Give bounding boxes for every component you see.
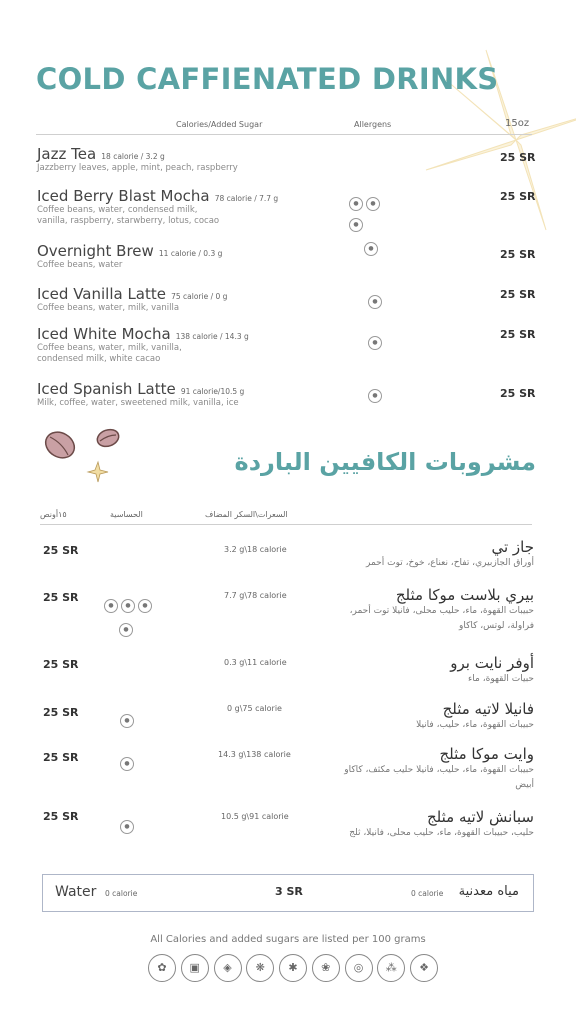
- page-title-ar: مشروبات الكافيين الباردة: [234, 448, 536, 476]
- item-description: أوراق الجازبيري، تفاح، نعناع، خوخ، توت أحمر: [366, 558, 534, 568]
- item-name: جاز تي: [491, 538, 534, 556]
- menu-item: [244, 808, 534, 841]
- allergen-icons: [120, 707, 137, 728]
- menu-item: [244, 700, 534, 733]
- egg-icon: ◎: [345, 954, 373, 982]
- item-description: Coffee beans, water, milk, vanilla: [37, 303, 180, 313]
- header-size-ar: ١٥أونص: [40, 510, 67, 519]
- allergen-icon: ●: [349, 197, 363, 211]
- allergen-icon: ●: [368, 295, 382, 309]
- item-name: Overnight Brew: [37, 242, 154, 260]
- allergen-icons: [120, 813, 137, 834]
- allergen-icon: ●: [368, 336, 382, 350]
- item-name: Iced Berry Blast Mocha: [37, 187, 210, 205]
- item-price: 25 SR: [500, 248, 536, 261]
- menu-item: [37, 284, 227, 314]
- item-name: Jazz Tea: [37, 145, 97, 163]
- item-name: فانيلا لاتيه مثلج: [442, 700, 534, 718]
- seeds-icon: ⁂: [377, 954, 405, 982]
- item-description: حبيات القهوة، ماء: [468, 674, 534, 684]
- allergen-icon: ●: [119, 623, 133, 637]
- item-name: أوفر نايت برو: [450, 654, 534, 672]
- item-name: بيري بلاست موكا مثلج: [395, 586, 534, 604]
- item-description: Milk, coffee, water, sweetened milk, vanilla, ice: [37, 398, 239, 408]
- allergen-icons: [368, 288, 385, 309]
- water-name-en: Water: [55, 884, 97, 900]
- item-description: حبيبات القهوة، ماء، حليب، فانيلا حليب مكثف، كاكاو أبيض: [344, 765, 534, 790]
- allergen-icon: ●: [364, 242, 378, 256]
- item-description: Coffee beans, water: [37, 260, 123, 270]
- item-calories: 138 calorie / 14.3 g: [175, 332, 249, 341]
- item-price: 25 SR: [500, 190, 536, 203]
- menu-item: [37, 379, 244, 409]
- menu-item: [37, 241, 222, 271]
- allergen-icon: ●: [120, 820, 134, 834]
- item-price: 25 SR: [43, 751, 79, 764]
- allergen-icon: ●: [138, 599, 152, 613]
- allergen-icons: [104, 592, 158, 637]
- header-allergens-en: Allergens: [354, 120, 392, 129]
- allergen-icon: ●: [120, 757, 134, 771]
- water-calories-en: 0 calorie: [105, 889, 138, 898]
- soy-icon: ❖: [410, 954, 438, 982]
- item-calories: 7.7 g\78 calorie: [224, 591, 287, 600]
- item-description: حبيبات القهوة، ماء، حليب، فانيلا: [416, 720, 534, 730]
- menu-item: [334, 745, 534, 793]
- item-price: 25 SR: [43, 544, 79, 557]
- water-name-ar: مياه معدنية: [458, 884, 519, 899]
- allergen-icons: [368, 382, 385, 403]
- berry-icon: ❀: [312, 954, 340, 982]
- header-size-en: 15oz: [505, 118, 530, 129]
- allergen-icon: ●: [104, 599, 118, 613]
- divider: [36, 134, 532, 135]
- allergen-icon: ●: [349, 218, 363, 232]
- allergen-icon: ●: [368, 389, 382, 403]
- item-price: 25 SR: [500, 387, 536, 400]
- menu-item: [37, 324, 297, 365]
- divider: [40, 524, 532, 525]
- footnote: All Calories and added sugars are listed per 100 grams: [150, 934, 426, 945]
- item-calories: 14.3 g\138 calorie: [218, 750, 291, 759]
- honey-icon: ◈: [214, 954, 242, 982]
- header-calories-ar: السعرات\السكر المضاف: [205, 510, 288, 519]
- item-name: Iced Vanilla Latte: [37, 285, 166, 303]
- item-calories: 91 calorie/10.5 g: [180, 387, 245, 396]
- allergen-icons: [368, 329, 385, 350]
- coffee-beans-decoration: [40, 425, 130, 485]
- item-description: Coffee beans, water, milk, vanilla, condensed milk, white cacao: [37, 343, 182, 364]
- allergen-icon: ●: [121, 599, 135, 613]
- dairy-icon: ▣: [181, 954, 209, 982]
- item-price: 25 SR: [500, 288, 536, 301]
- water-price: 3 SR: [275, 885, 303, 898]
- menu-item: [334, 586, 534, 634]
- item-calories: 75 calorie / 0 g: [171, 292, 228, 301]
- header-calories-en: Calories/Added Sugar: [176, 120, 263, 129]
- allergen-legend: [148, 954, 438, 982]
- menu-item: [244, 538, 534, 571]
- menu-item: [37, 144, 238, 174]
- item-price: 25 SR: [500, 328, 536, 341]
- item-price: 25 SR: [500, 151, 536, 164]
- allergen-icons: [120, 750, 137, 771]
- allergen-icons: [349, 190, 399, 256]
- item-calories: 18 calorie / 3.2 g: [101, 152, 165, 161]
- item-calories: 0 g\75 calorie: [227, 704, 282, 713]
- wheat-icon: ✿: [148, 954, 176, 982]
- item-description: Coffee beans, water, condensed milk, vanilla, raspberry, starwberry, lotus, cocao: [37, 205, 220, 226]
- water-calories-ar: 0 calorie: [411, 889, 444, 898]
- item-name: Iced White Mocha: [37, 325, 171, 343]
- water-box: [42, 874, 534, 912]
- item-price: 25 SR: [43, 810, 79, 823]
- menu-item: [37, 186, 297, 227]
- item-description: حليب، حبيبات القهوة، ماء، حليب محلى، فانيلا، ثلج: [349, 828, 534, 838]
- menu-item: [244, 654, 534, 687]
- item-description: Jazzberry leaves, apple, mint, peach, raspberry: [37, 163, 238, 173]
- page-title-en: COLD CAFFIENATED DRINKS: [36, 62, 499, 96]
- item-calories: 3.2 g\18 calorie: [224, 545, 287, 554]
- item-name: سبانش لاتيه مثلج: [426, 808, 534, 826]
- cashew-icon: ❋: [246, 954, 274, 982]
- item-price: 25 SR: [43, 658, 79, 671]
- item-description: حبيبات القهوة، ماء، حليب محلى، فانيلا توت أحمر، فراولة، لوتس، كاكاو: [349, 606, 534, 631]
- item-calories: 11 calorie / 0.3 g: [158, 249, 223, 258]
- item-price: 25 SR: [43, 591, 79, 604]
- item-name: وايت موكا مثلج: [439, 745, 534, 763]
- item-calories: 0.3 g\11 calorie: [224, 658, 287, 667]
- nuts-icon: ✱: [279, 954, 307, 982]
- allergen-icon: ●: [120, 714, 134, 728]
- item-calories: 10.5 g\91 calorie: [221, 812, 289, 821]
- item-name: Iced Spanish Latte: [37, 380, 176, 398]
- header-allergens-ar: الحساسية: [110, 510, 143, 519]
- allergen-icon: ●: [366, 197, 380, 211]
- item-price: 25 SR: [43, 706, 79, 719]
- item-calories: 78 calorie / 7.7 g: [214, 194, 279, 203]
